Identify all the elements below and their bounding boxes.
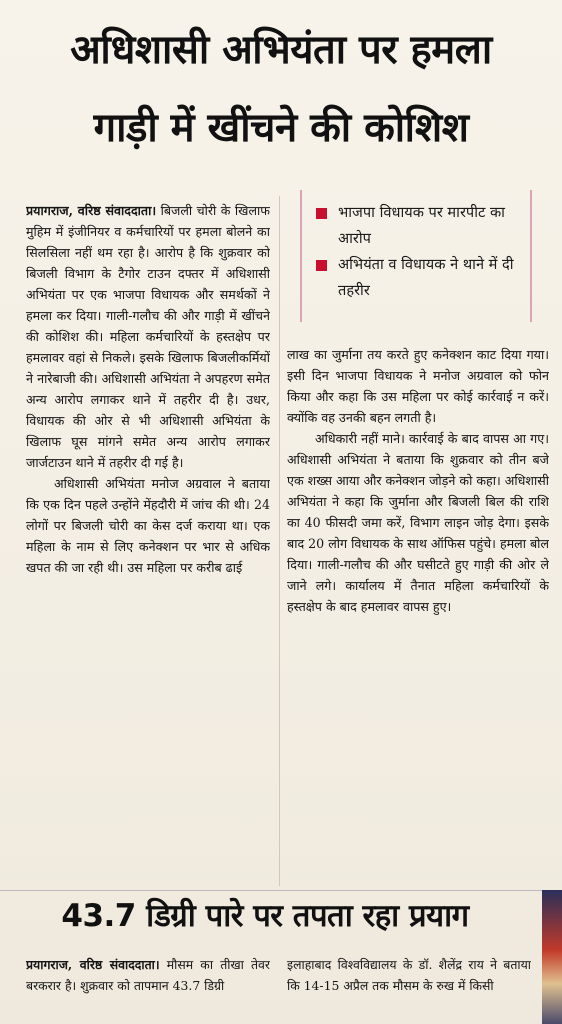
highlights-box: [300, 190, 532, 322]
headline-line-1: अधिशासी अभियंता पर हमला: [70, 27, 492, 73]
article-paragraph: लाख का जुर्माना तय करते हुए कनेक्शन काट दिया गया। इसी दिन भाजपा विधायक ने मनोज अग्रवाल को फोन किया और कहा कि उस महिला पर कोई कार्रवाई न करें। क्योंकि वह उनकी बहन लगती है।: [287, 347, 549, 425]
section-divider: [0, 890, 562, 891]
highlight-item: [316, 200, 524, 252]
article-paragraph: अधिकारी नहीं माने। कार्रवाई के बाद वापस आ गए। अधिशासी अभियंता ने बताया कि शुक्रवार को तीन बजे एक शख्स आया और कनेक्शन जोड़ने को कहा। अधिशासी अभियंता ने कहा कि जुर्माना और बिजली बिल की राशि का 40 फीसदी जमा करें, विभाग लाइन जोड़ देगा। इसके बाद 20 लोग विधायक के साथ ऑफिस पहुंचे। हमला बोल दिया। गाली-गलौच की और घसीटते हुए गाड़ी की ओर ले जाने लगे। कार्यालय में तैनात महिला कर्मचारियों के हस्तक्षेप के बाद हमलावर वापस हुए।: [287, 431, 549, 614]
square-bullet-icon: [316, 208, 327, 219]
second-story-dateline: प्रयागराज, वरिष्ठ संवाददाता।: [26, 957, 160, 972]
second-story-right-column: [287, 954, 531, 1024]
column-divider: [279, 196, 280, 886]
article-left-column: [26, 200, 270, 886]
dateline: प्रयागराज, वरिष्ठ संवाददाता।: [26, 203, 157, 218]
cropped-photo-edge: [542, 890, 562, 1024]
second-story-right-text: इलाहाबाद विश्वविद्यालय के डॉ. शैलेंद्र राय ने बताया कि 14-15 अप्रैल तक मौसम के रुख में किसी: [287, 957, 531, 993]
article-paragraph-text: बिजली चोरी के खिलाफ मुहिम में इंजीनियर व कर्मचारियों पर हमला बोलने का सिलसिला नहीं थम रहा है। आरोप है कि शुक्रवार को बिजली विभाग के टैगोर टाउन दफ्तर में अधिशासी अभियंता पर एक भाजपा विधायक और समर्थकों ने हमला कर दिया। गाली-गलौच की और गाड़ी में खींचने की कोशिश की। महिला कर्मचारियों के हस्तक्षेप पर हमलावर वहां से निकले। इसके खिलाफ बिजलीकर्मियों ने नारेबाजी की। अधिशासी अभियंता ने अपहरण समेत अन्य आरोप लगाकर थाने में तहरीर दी है। उधर, विधायक की ओर से भी अधिशासी अभियंता के खिलाफ घूस मांगने समेत अन्य आरोप लगाकर जार्जटाउन थाने में तहरीर दी गई है।: [26, 203, 270, 470]
article-paragraph: अधिशासी अभियंता मनोज अग्रवाल ने बताया कि एक दिन पहले उन्होंने मेंहदौरी में जांच की थी। 24 लोगों पर बिजली चोरी का केस दर्ज कराया था। एक महिला के नाम से लिए कनेक्शन पर भार से अधिक खपत की जा रही थी। उस महिला पर करीब ढाई: [26, 476, 270, 575]
second-story-left-text: मौसम का तीखा तेवर बरकरार है। शुक्रवार को तापमान 43.7 डिग्री: [26, 957, 270, 993]
headline-line-2: गाड़ी में खींचने की कोशिश: [93, 105, 469, 151]
square-bullet-icon: [316, 260, 327, 271]
article-paragraph: [26, 200, 270, 473]
second-story-left-column: [26, 954, 270, 1024]
highlight-item: [316, 252, 524, 304]
second-story-headline: 43.7 डिग्री पारे पर तपता रहा प्रयाग: [61, 898, 469, 934]
highlight-text: अभियंता व विधायक ने थाने में दी तहरीर: [338, 256, 514, 299]
article-right-column: [287, 344, 549, 884]
highlight-text: भाजपा विधायक पर मारपीट का आरोप: [338, 204, 505, 247]
